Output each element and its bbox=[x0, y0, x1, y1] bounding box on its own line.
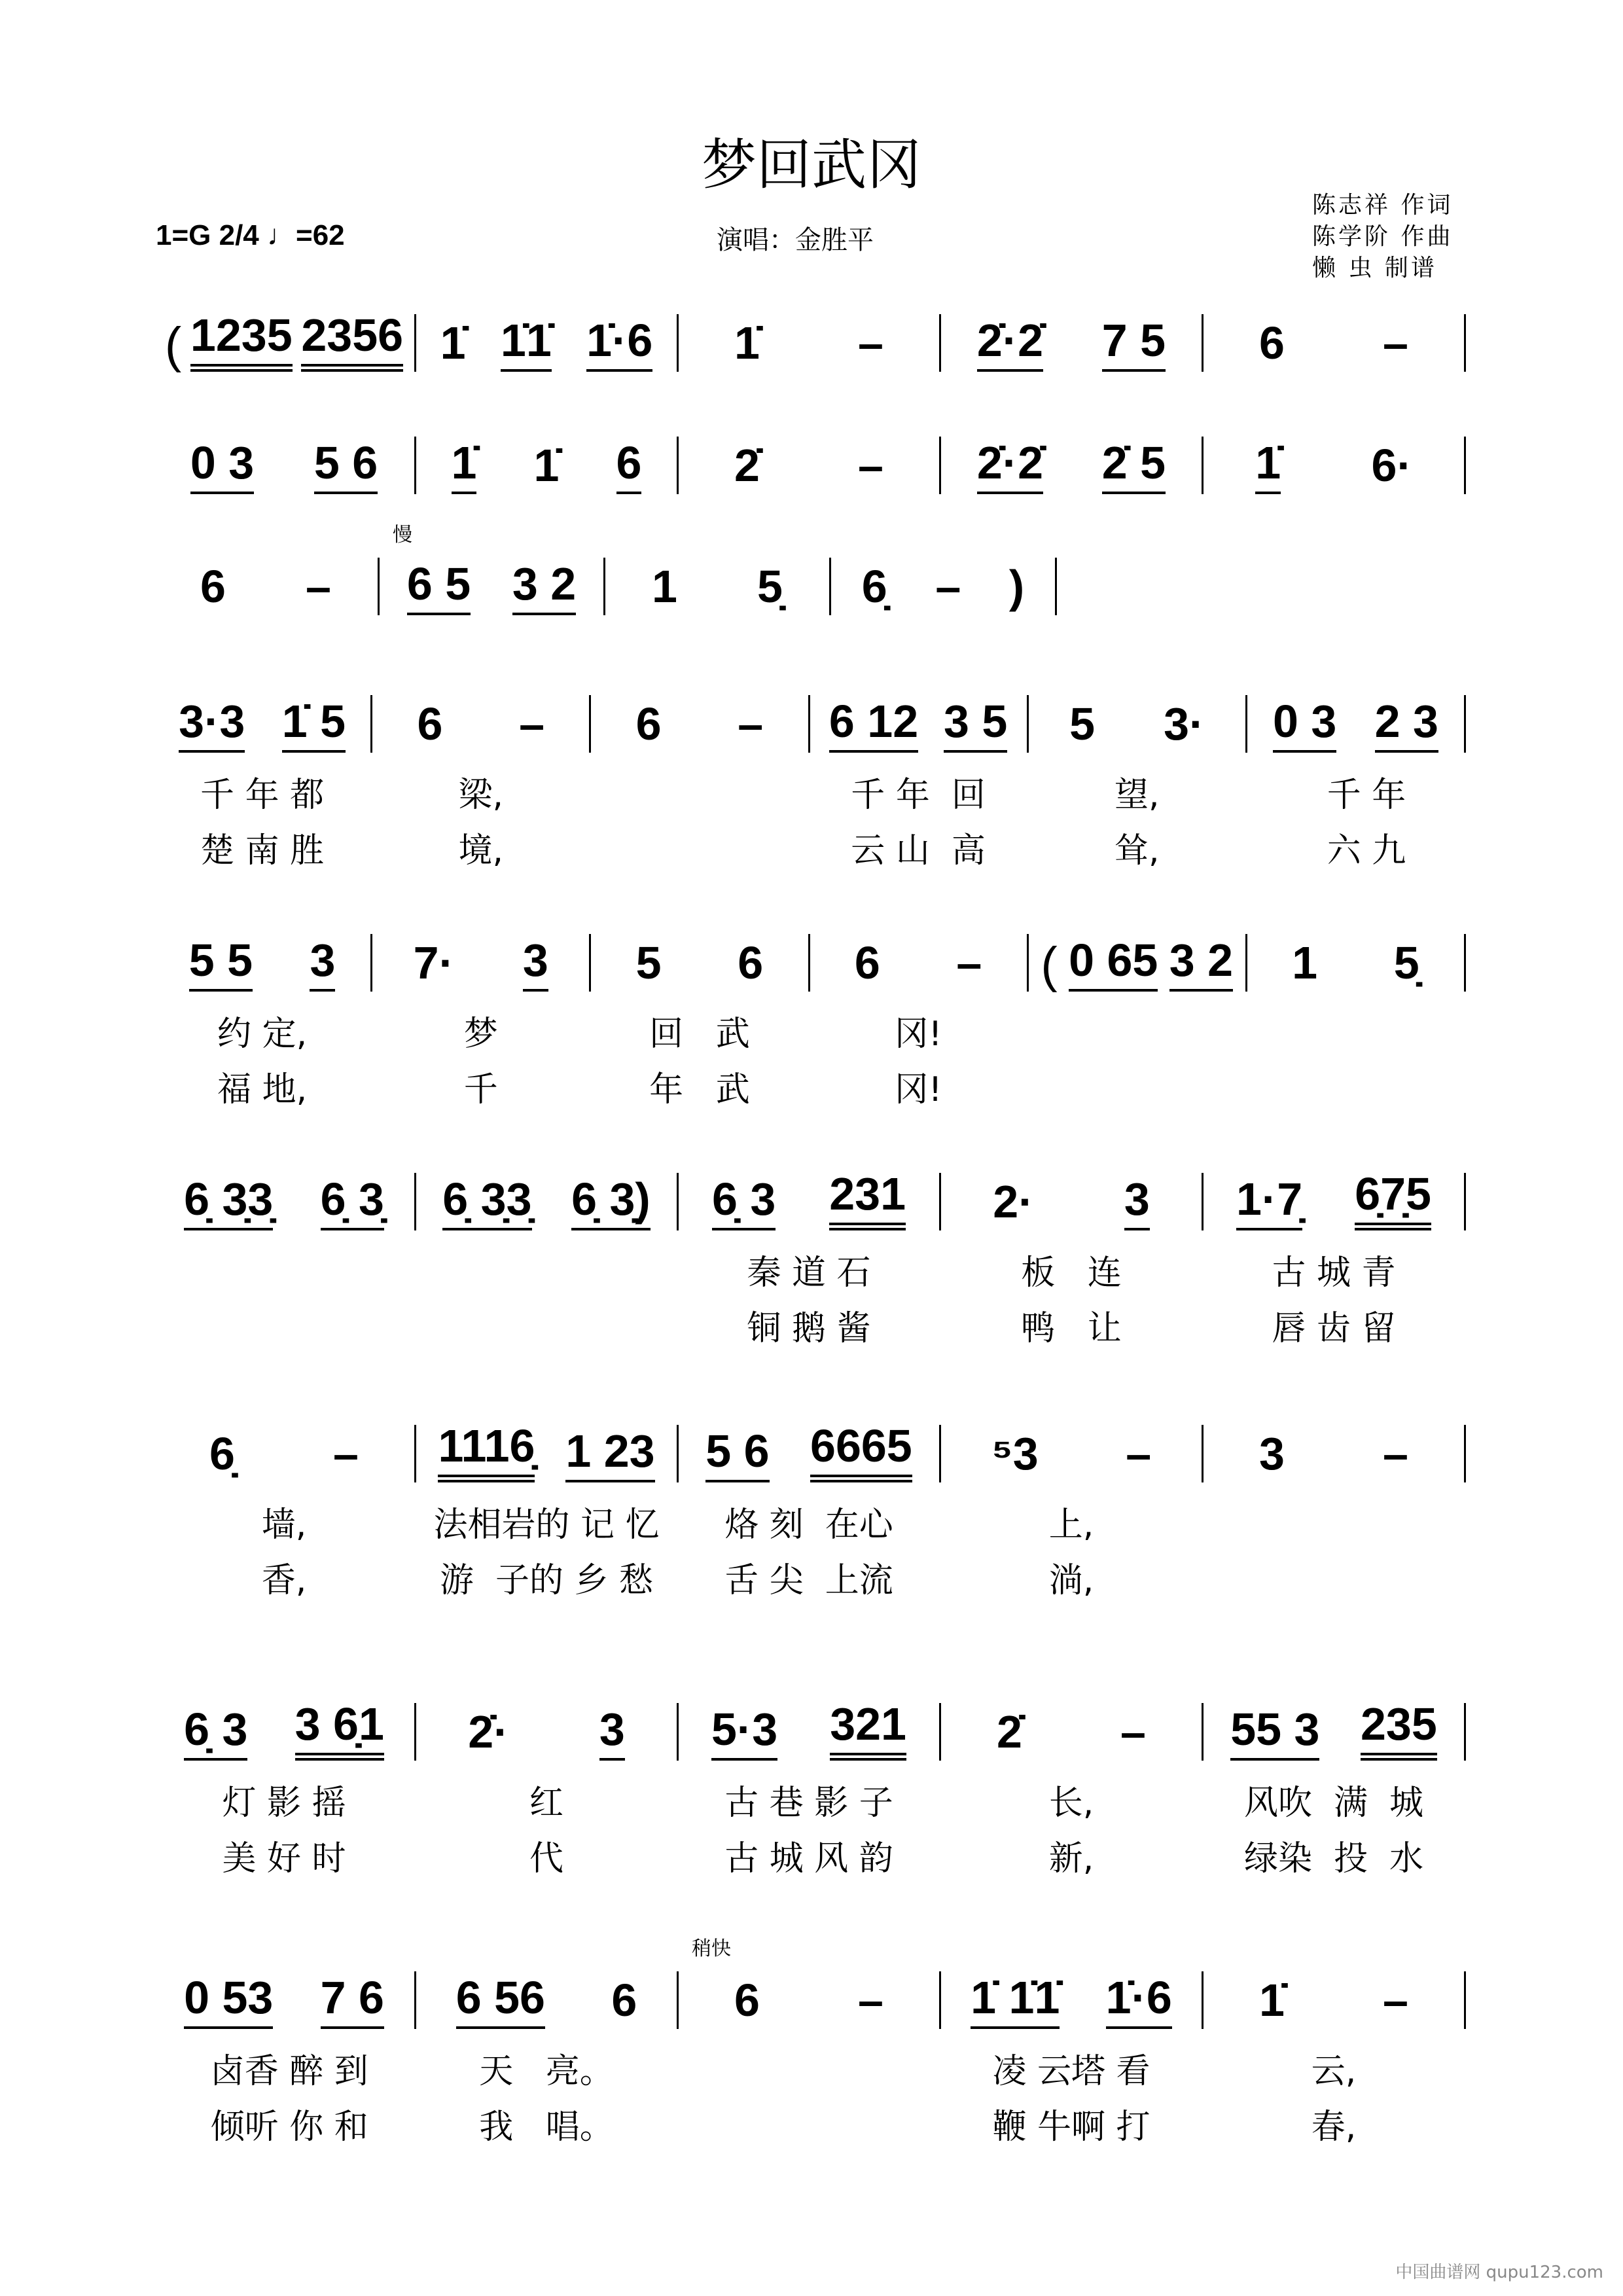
lyric-verse-2: 香, bbox=[261, 1561, 307, 1600]
measure bbox=[154, 934, 372, 1109]
note-group: – bbox=[738, 698, 764, 749]
measure bbox=[416, 437, 679, 494]
lyric-verse-1: 梁, bbox=[458, 776, 504, 815]
score-row bbox=[154, 310, 1466, 373]
lyric-verse-2: 鸭 让 bbox=[1021, 1309, 1122, 1348]
note-group: 3 bbox=[1124, 1173, 1150, 1230]
note-group: 1̇ bbox=[452, 437, 477, 494]
note-group: 5 5 bbox=[189, 934, 253, 992]
note-group: 6̣ 3̣ bbox=[321, 1173, 384, 1230]
note-group: 2̇ bbox=[997, 1706, 1022, 1757]
lyric-verse-2: 鞭 牛啊 打 bbox=[992, 2108, 1150, 2147]
tempo-mark: 稍快 bbox=[692, 1937, 731, 1960]
lyric-verse-1: 千 年 回 bbox=[851, 776, 986, 815]
note-group: 6 bbox=[738, 937, 764, 988]
note-group: 5 bbox=[1069, 698, 1096, 749]
lyric-verse-2: 舌 尖 上流 bbox=[724, 1561, 893, 1600]
lyric-verse-1: 古 巷 影 子 bbox=[724, 1784, 893, 1823]
note-group: 6 bbox=[734, 1975, 760, 2026]
lyric-verse-2: 我 唱。 bbox=[479, 2108, 614, 2147]
note-group: 2̇ 5 bbox=[1102, 437, 1166, 494]
song-title: 梦回武冈 bbox=[701, 133, 921, 197]
note-group: 6 bbox=[616, 437, 642, 494]
measure bbox=[154, 1698, 416, 1878]
note-group: 7 5 bbox=[1102, 314, 1166, 372]
note-group: – bbox=[858, 1975, 883, 2026]
measure bbox=[941, 1703, 1204, 1878]
note-group: 6̣ 3̣3̣ bbox=[184, 1173, 273, 1230]
note-group: 6 5 bbox=[407, 558, 471, 615]
note-group: 6 56 bbox=[456, 1971, 545, 2029]
measure bbox=[154, 1425, 416, 1600]
note-group: 6 bbox=[635, 698, 662, 749]
lyric-verse-1: 回 武 bbox=[649, 1014, 750, 1054]
measure bbox=[154, 1971, 416, 2147]
measure bbox=[831, 558, 1057, 615]
transcriber-credit: 懒 虫 制谱 bbox=[1312, 255, 1437, 281]
note-group: 0 65 bbox=[1069, 934, 1158, 992]
note-group: 3 2 bbox=[1169, 934, 1233, 992]
note-group: 3·3 bbox=[179, 695, 245, 753]
note-group: 5̣ bbox=[757, 561, 783, 612]
lyric-verse-1: 烙 刻 在心 bbox=[724, 1505, 893, 1545]
repeat-paren: ( bbox=[164, 317, 182, 373]
note-group: 6· bbox=[1371, 440, 1412, 491]
score-row bbox=[154, 1420, 1466, 1600]
note-group: 3 bbox=[1259, 1428, 1285, 1479]
measure bbox=[416, 1420, 679, 1600]
note-group: 1̇ bbox=[1259, 1975, 1285, 2026]
note-group: – bbox=[858, 440, 883, 491]
note-group: 1̇·6 bbox=[586, 314, 652, 372]
note-group: 1̇·6 bbox=[1106, 1971, 1172, 2029]
measure bbox=[679, 437, 941, 494]
measure bbox=[1204, 314, 1466, 372]
lyric-verse-1: 凌 云塔 看 bbox=[992, 2052, 1150, 2091]
singer-credit: 演唱：金胜平 bbox=[717, 225, 874, 255]
measure bbox=[810, 695, 1029, 870]
measure bbox=[679, 1698, 941, 1878]
measure bbox=[679, 1420, 941, 1600]
measure bbox=[679, 314, 941, 372]
composer-credit: 陈学阶 作曲 bbox=[1312, 223, 1454, 250]
lyric-verse-1: 约 定, bbox=[217, 1014, 308, 1054]
measure bbox=[154, 1173, 416, 1230]
lyric-verse-2: 美 好 时 bbox=[222, 1839, 346, 1878]
measure bbox=[416, 314, 679, 372]
score-row bbox=[154, 435, 1466, 494]
repeat-paren: ( bbox=[1041, 937, 1058, 993]
note-group: 7 6 bbox=[321, 1971, 384, 2029]
note-group: 3· bbox=[1164, 698, 1205, 749]
note-group: ) bbox=[1008, 561, 1025, 612]
note-group: 6̣ 3̣) bbox=[571, 1173, 651, 1230]
note-group: 1235 bbox=[190, 309, 293, 372]
note-group: 6 bbox=[854, 937, 880, 988]
lyric-verse-1: 板 连 bbox=[1021, 1253, 1122, 1293]
measure bbox=[372, 695, 591, 870]
measure bbox=[591, 695, 810, 753]
note-group: 2̇·2̇ bbox=[977, 314, 1043, 372]
measure bbox=[941, 1425, 1204, 1600]
note-group: – bbox=[1383, 1975, 1408, 2026]
note-group: 1̇ bbox=[734, 317, 760, 368]
measure bbox=[154, 558, 380, 615]
note-group: – bbox=[306, 561, 331, 612]
lyric-verse-1: 云, bbox=[1311, 2052, 1357, 2091]
note-group: 6 12 bbox=[829, 695, 918, 753]
measure bbox=[154, 437, 416, 494]
note-group: 7· bbox=[413, 937, 454, 988]
lyric-verse-2: 淌, bbox=[1048, 1561, 1094, 1600]
note-group: – bbox=[956, 937, 982, 988]
measure bbox=[1029, 934, 1247, 992]
note-group: ⁵3 bbox=[991, 1428, 1039, 1479]
note-group: 6 bbox=[417, 698, 443, 749]
lyric-verse-2: 倾听 你 和 bbox=[200, 2108, 368, 2147]
measure bbox=[1204, 1971, 1466, 2147]
lyric-verse-2: 唇 齿 留 bbox=[1272, 1309, 1396, 1348]
lyric-verse-2: 新, bbox=[1048, 1839, 1094, 1878]
note-group: 0 53 bbox=[184, 1971, 273, 2029]
measure bbox=[605, 558, 831, 615]
lyric-verse-2: 六 九 bbox=[1305, 831, 1406, 870]
note-group: 3 bbox=[523, 934, 548, 992]
note-group: 231 bbox=[829, 1168, 906, 1230]
lyric-verse-1: 秦 道 石 bbox=[747, 1253, 871, 1293]
note-group: 6̣ 3̣3̣ bbox=[442, 1173, 531, 1230]
lyric-verse-1: 天 亮。 bbox=[479, 2052, 614, 2091]
measure bbox=[591, 934, 810, 1109]
note-group: 1̇ bbox=[533, 440, 560, 491]
note-group: 5 6 bbox=[705, 1425, 769, 1482]
note-group: 321 bbox=[830, 1698, 906, 1761]
measure bbox=[941, 437, 1204, 494]
lyric-verse-1: 红 bbox=[529, 1784, 563, 1823]
note-group: 6 bbox=[611, 1975, 637, 2026]
note-group: 6̣ bbox=[861, 561, 887, 612]
note-group: 6̣ bbox=[209, 1428, 235, 1479]
note-group: 2 3 bbox=[1375, 695, 1438, 753]
note-group: 2̇·2̇ bbox=[977, 437, 1043, 494]
measure bbox=[416, 1703, 679, 1878]
note-group: 1·7̣ bbox=[1236, 1173, 1302, 1230]
note-group: 6̣ 3 bbox=[712, 1173, 776, 1230]
score-row bbox=[154, 1937, 1466, 2147]
note-group: 6665 bbox=[810, 1420, 912, 1482]
note-group: 1116̣ bbox=[438, 1420, 535, 1482]
note-group: 1̇ 1̇1̇ bbox=[971, 1971, 1060, 2029]
lyric-verse-1: 冈! bbox=[894, 1014, 942, 1054]
measure bbox=[1029, 695, 1247, 870]
measure bbox=[1204, 1698, 1466, 1878]
lyric-verse-2: 楚 南 胜 bbox=[200, 831, 325, 870]
lyric-verse-1: 梦 bbox=[463, 1014, 498, 1054]
note-group: 5̣ bbox=[1393, 937, 1419, 988]
lyric-verse-2: 春, bbox=[1311, 2108, 1357, 2147]
lyric-verse-2: 年 武 bbox=[649, 1070, 750, 1109]
note-group: 1̇1̇ bbox=[501, 314, 552, 372]
note-group: 6̣ 3 bbox=[184, 1703, 247, 1761]
note-group: – bbox=[858, 317, 883, 368]
note-group: – bbox=[1126, 1428, 1152, 1479]
note-group: 1̇ bbox=[1255, 437, 1281, 494]
lyric-verse-2: 千 bbox=[463, 1070, 498, 1109]
note-group: 6̣7̣5 bbox=[1355, 1168, 1431, 1230]
lyric-verse-1: 灯 影 摇 bbox=[222, 1784, 346, 1823]
lyric-verse-1: 法相岩的 记 忆 bbox=[433, 1505, 660, 1545]
measure bbox=[679, 1168, 941, 1348]
note-group: 6 bbox=[1259, 317, 1285, 368]
lyric-verse-2: 境, bbox=[458, 831, 504, 870]
measure bbox=[1204, 1425, 1466, 1482]
measure bbox=[810, 934, 1029, 1109]
measure bbox=[1247, 695, 1466, 870]
lyric-verse-1: 上, bbox=[1048, 1505, 1094, 1545]
lyric-verse-1: 墙, bbox=[261, 1505, 307, 1545]
key-tempo-signature: 1=G 2/4 ♩=62 bbox=[156, 219, 345, 251]
note-group: 5 6 bbox=[314, 437, 378, 494]
measure bbox=[1247, 934, 1466, 992]
lyric-verse-1: 风吹 满 城 bbox=[1243, 1784, 1424, 1823]
measure bbox=[154, 695, 372, 870]
lyric-verse-2: 游 子的 乡 愁 bbox=[439, 1561, 654, 1600]
lyric-verse-2: 耸, bbox=[1115, 831, 1160, 870]
note-group: 1̇ bbox=[440, 317, 466, 368]
score-row bbox=[154, 1168, 1466, 1348]
measure bbox=[416, 1173, 679, 1230]
measure bbox=[941, 314, 1204, 372]
score-row bbox=[154, 694, 1466, 870]
lyric-verse-2: 福 地, bbox=[217, 1070, 308, 1109]
score-row bbox=[154, 933, 1466, 1109]
lyric-verse-1: 古 城 青 bbox=[1272, 1253, 1396, 1293]
watermark: 中国曲谱网 qupu123.com bbox=[1395, 2263, 1603, 2282]
measure bbox=[941, 1971, 1204, 2147]
tempo-mark: 慢 bbox=[393, 524, 412, 547]
lyric-verse-2: 冈! bbox=[894, 1070, 942, 1109]
note-group: 2· bbox=[993, 1176, 1034, 1227]
measure bbox=[372, 934, 591, 1109]
note-group: 3 bbox=[599, 1703, 625, 1761]
measure bbox=[941, 1173, 1204, 1348]
author-credits bbox=[1312, 190, 1453, 284]
lyric-verse-1: 千 年 都 bbox=[200, 776, 325, 815]
lyric-verse-2: 铜 鹅 酱 bbox=[747, 1309, 871, 1348]
note-group: 2̇ bbox=[734, 440, 760, 491]
note-group: 235 bbox=[1361, 1698, 1437, 1761]
note-group: 3 5 bbox=[944, 695, 1007, 753]
note-group: 1 bbox=[652, 561, 677, 612]
measure bbox=[1204, 1168, 1466, 1348]
lyric-verse-1: 卤香 醉 到 bbox=[200, 2052, 368, 2091]
score-row bbox=[154, 524, 1057, 615]
note-group: 3 bbox=[310, 934, 335, 992]
lyricist-credit: 陈志祥 作词 bbox=[1312, 192, 1454, 219]
lyric-verse-2: 古 城 风 韵 bbox=[724, 1839, 893, 1878]
lyric-verse-2: 云 山 高 bbox=[851, 831, 986, 870]
note-group: – bbox=[1383, 1428, 1408, 1479]
note-group: 1 bbox=[1292, 937, 1318, 988]
measure bbox=[154, 310, 416, 373]
note-group: – bbox=[519, 698, 544, 749]
note-group: – bbox=[1120, 1706, 1146, 1757]
measure bbox=[1204, 437, 1466, 494]
note-group: 1̇ 5 bbox=[282, 695, 346, 753]
note-group: – bbox=[1383, 317, 1408, 368]
note-group: 2̇· bbox=[468, 1706, 509, 1757]
lyric-verse-2: 绿染 投 水 bbox=[1243, 1839, 1424, 1878]
note-group: – bbox=[935, 561, 961, 612]
lyric-verse-2: 代 bbox=[529, 1839, 563, 1878]
lyric-verse-1: 长, bbox=[1048, 1784, 1094, 1823]
measure bbox=[380, 524, 605, 615]
note-group: 0 3 bbox=[1273, 695, 1336, 753]
note-group: 1 23 bbox=[565, 1425, 654, 1482]
note-group: 6 bbox=[200, 561, 226, 612]
lyric-verse-1: 千 年 bbox=[1305, 776, 1406, 815]
note-group: 3 6̣1 bbox=[295, 1698, 384, 1761]
lyric-verse-1: 望, bbox=[1115, 776, 1160, 815]
note-group: 0 3 bbox=[190, 437, 254, 494]
note-group: 55 3 bbox=[1230, 1703, 1319, 1761]
note-group: 3 2 bbox=[512, 558, 576, 615]
note-group: 5 bbox=[635, 937, 662, 988]
score-row bbox=[154, 1698, 1466, 1878]
note-group: 5·3 bbox=[711, 1703, 777, 1761]
measure bbox=[416, 1971, 679, 2147]
note-group: – bbox=[333, 1428, 359, 1479]
note-group: 2356 bbox=[301, 309, 403, 372]
measure bbox=[679, 1937, 941, 2029]
